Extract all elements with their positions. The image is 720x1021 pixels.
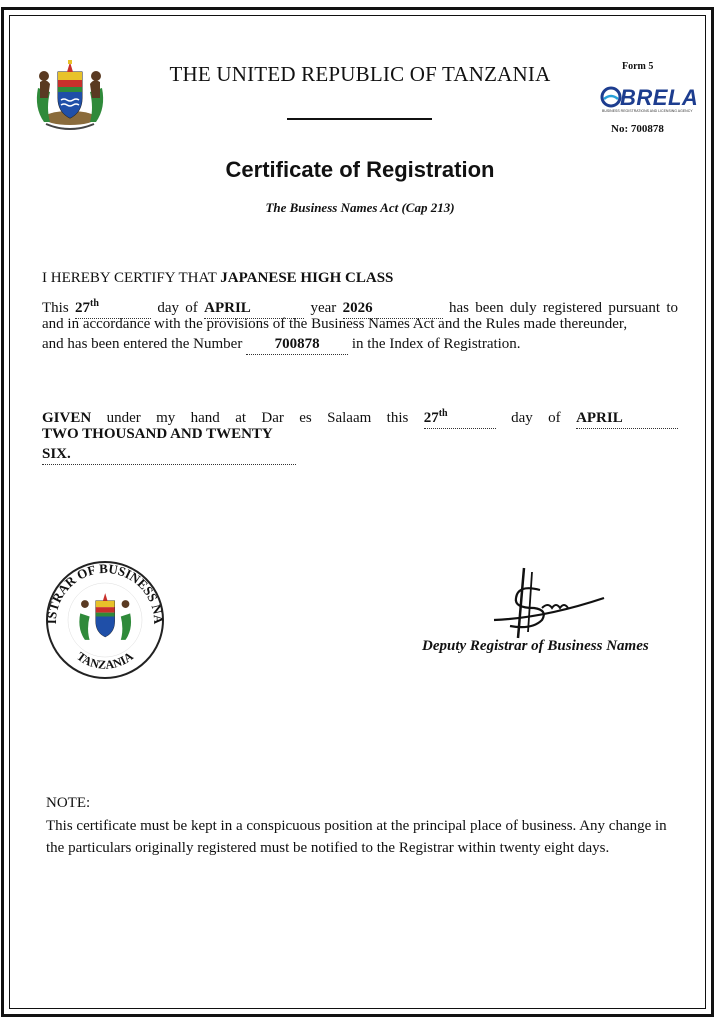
- brela-logo: [600, 85, 699, 122]
- certificate-title: Certificate of Registration: [225, 157, 495, 182]
- day-value: 27: [75, 300, 90, 316]
- provisions-line: and in accordance with the provisions of the Business Names Act and the Rules made thereunder,: [42, 316, 628, 332]
- text-index: in the Index of Registration.: [351, 336, 521, 352]
- given-year-words-2: SIX.: [42, 444, 296, 465]
- text-given-day: day: [511, 410, 533, 426]
- given-paragraph: [42, 404, 678, 464]
- text-year: year: [310, 300, 337, 316]
- heading-underline: [287, 118, 432, 120]
- text-given-of: of: [548, 410, 561, 426]
- certify-line: [42, 268, 393, 288]
- given-day: [424, 404, 496, 429]
- text-under-hand: under my hand at Dar es Salaam this: [106, 410, 409, 426]
- seal-top-text: ISTRAR OF BUSINESS NA: [43, 560, 167, 625]
- coat-of-arms-icon: [30, 58, 110, 141]
- text-this: This: [42, 300, 69, 316]
- registration-year: 2026: [343, 298, 443, 319]
- day-suffix: th: [90, 298, 99, 309]
- registrar-seal: [40, 560, 170, 685]
- text-given: GIVEN: [42, 410, 92, 426]
- republic-heading: THE UNITED REPUBLIC OF TANZANIA: [169, 62, 551, 86]
- note-text: This certificate must be kept in a conspicuous position at the principal place of business. Any change in the particulars originally registered must be notified to the Registrar within twenty eight days.: [46, 817, 667, 856]
- form-label: Form 5: [622, 61, 654, 72]
- signature: [488, 564, 608, 645]
- given-day-value: 27: [423, 410, 439, 426]
- note-section: [46, 792, 686, 860]
- signatory-title: Deputy Registrar of Business Names: [422, 638, 649, 654]
- given-month: APRIL: [576, 408, 678, 429]
- business-name: JAPANESE HIGH CLASS: [220, 270, 394, 286]
- given-day-suffix: th: [438, 408, 448, 419]
- certificate-number: No: 700878: [611, 123, 664, 135]
- text-day-of: day of: [157, 300, 198, 316]
- brela-logo-subtext: BUSINESS REGISTRATIONS AND LICENSING AGENCY: [602, 109, 693, 113]
- certification-paragraph: [42, 268, 678, 358]
- note-heading: NOTE:: [46, 795, 91, 811]
- act-subtitle: The Business Names Act (Cap 213): [265, 200, 455, 215]
- brela-logo-text: BRELA: [620, 85, 699, 110]
- seal-bottom-text: TANZANIA: [74, 649, 136, 672]
- text-registered: has been duly registered pursuant to: [448, 300, 679, 316]
- number-line: [42, 334, 521, 355]
- registration-month: APRIL: [204, 298, 304, 319]
- registration-number: 700878: [246, 334, 348, 355]
- certify-prefix: I HEREBY CERTIFY THAT: [42, 270, 217, 286]
- given-year-words-1: TWO THOUSAND AND TWENTY: [42, 426, 273, 442]
- text-entered: and has been entered the Number: [42, 336, 243, 352]
